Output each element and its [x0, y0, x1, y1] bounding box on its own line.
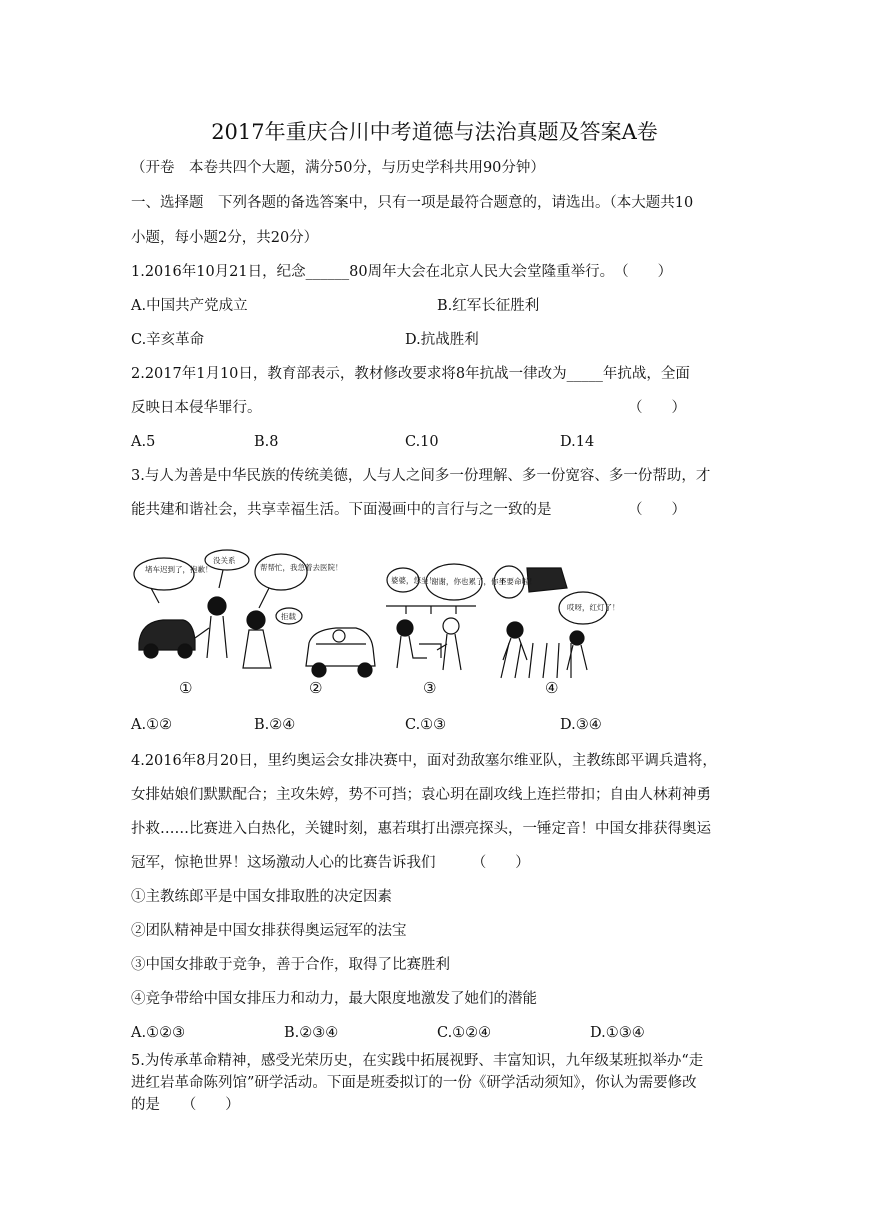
q4-option-c: C.①②④: [437, 1025, 492, 1041]
q4-statement-3: ③中国女排敢于竞争，善于合作，取得了比赛胜利: [131, 957, 450, 973]
q2-stem: 2.2017年1月10日，教育部表示，教材修改要求将8年抗战一律改为_____年抗战，全面: [131, 366, 690, 382]
q3-comic-image: [131, 548, 620, 698]
q4-stem-cont-2: 扑救……比赛进入白热化，关键时刻，惠若琪打出漂亮探头，一锤定音！中国女排获得奥运: [131, 821, 711, 837]
page-title: 2017年重庆合川中考道德与法治真题及答案A卷: [211, 120, 658, 144]
q3-stem-cont: 能共建和谐社会，共享幸福生活。下面漫画中的言行与之一致的是: [131, 502, 552, 518]
q4-option-a: A.①②③: [131, 1025, 186, 1041]
q3-option-c: C.①③: [405, 717, 447, 733]
q4-stem: 4.2016年8月20日，里约奥运会女排决赛中，面对劲敌塞尔维亚队，主教练郎平调兵遣将，: [131, 753, 717, 769]
q2-stem-cont: 反映日本侵华罪行。: [131, 400, 262, 416]
comic-p4-bubble-b: 哎呀，红灯了！: [567, 603, 620, 612]
q5-stem: 5.为传承革命精神，感受光荣历史，在实践中拓展视野、丰富知识，九年级某班拟举办“走: [131, 1053, 704, 1069]
comic-p4-bubble-a: 不要命啦！: [499, 577, 537, 586]
comic-p1-bubble-a: 堵车迟到了，抱歉！: [145, 565, 213, 574]
q1-option-a: A.中国共产党成立: [131, 298, 248, 314]
q1-option-b: B.红军长征胜利: [437, 298, 540, 314]
q4-option-d: D.①③④: [590, 1025, 645, 1041]
q2-option-b: B.8: [254, 434, 279, 450]
section-heading: 一、选择题 下列各题的备选答案中，只有一项是最符合题意的，请选出。（本大题共10: [131, 195, 694, 211]
q4-statement-4: ④竞争带给中国女排压力和动力，最大限度地激发了她们的潜能: [131, 991, 537, 1007]
comic-p1-bubble-b: 没关系: [213, 556, 236, 565]
q3-option-b: B.②④: [254, 717, 296, 733]
q1-stem: 1.2016年10月21日，纪念______80周年大会在北京人民大会堂隆重举行。 （ ）: [131, 264, 673, 280]
q2-option-c: C.10: [405, 434, 439, 450]
comic-p3-bubble-a: 婆婆，您坐！: [391, 576, 436, 585]
q3-stem: 3.与人为善是中华民族的传统美德，人与人之间多一份理解、多一份宽容、多一份帮助，才: [131, 468, 711, 484]
comic-p3-bubble-b: 谢谢，你也累了，你坐: [431, 577, 506, 586]
comic-label-4: ④: [545, 679, 559, 697]
q2-answer-paren: （ ）: [628, 400, 686, 416]
q4-stem-cont-3: 冠军，惊艳世界！这场激动人心的比赛告诉我们 （ ）: [131, 855, 530, 871]
comic-label-1: ①: [179, 679, 193, 697]
q1-option-c: C.辛亥革命: [131, 332, 205, 348]
q3-option-a: A.①②: [131, 717, 173, 733]
section-heading-cont: 小题，每小题2分，共20分）: [131, 230, 319, 246]
q4-statement-2: ②团队精神是中国女排获得奥运冠军的法宝: [131, 923, 407, 939]
q3-answer-paren: （ ）: [628, 502, 686, 518]
comic-p2-bubble-a: 帮帮忙，我急着去医院！: [260, 563, 343, 572]
comic-p2-bubble-b: 拒载: [281, 612, 296, 621]
q3-option-d: D.③④: [560, 717, 602, 733]
q5-stem-cont-1: 进红岩革命陈列馆”研学活动。下面是班委拟订的一份《研学活动须知》，你认为需要修改: [131, 1075, 697, 1091]
q2-option-d: D.14: [560, 434, 595, 450]
comic-label-3: ③: [423, 679, 437, 697]
q5-stem-cont-2: 的是 （ ）: [131, 1097, 240, 1113]
q2-option-a: A.5: [131, 434, 156, 450]
q4-stem-cont-1: 女排姑娘们默默配合；主攻朱婷，势不可挡；袁心玥在副攻线上连拦带扣；自由人林莉神勇: [131, 787, 711, 803]
comic-label-2: ②: [309, 679, 323, 697]
exam-instructions: （开卷 本卷共四个大题，满分50分，与历史学科共用90分钟）: [131, 160, 545, 176]
q1-option-d: D.抗战胜利: [405, 332, 479, 348]
q4-option-b: B.②③④: [284, 1025, 339, 1041]
q4-statement-1: ①主教练郎平是中国女排取胜的决定因素: [131, 889, 392, 905]
